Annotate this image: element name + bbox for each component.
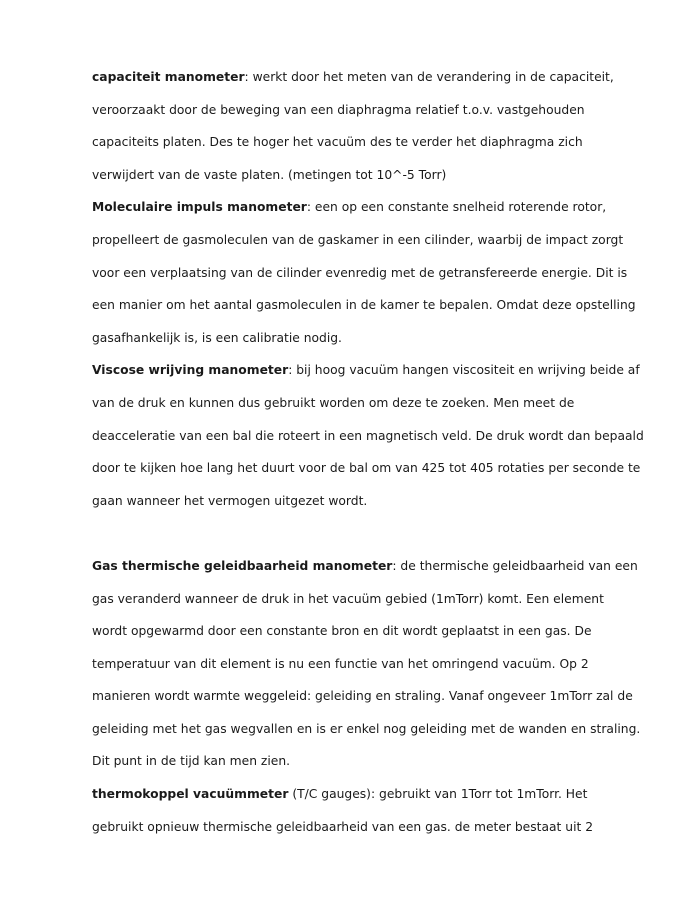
text-line: propelleert de gasmoleculen van de gaskamer in een cilinder, waarbij de impact zorgt — [92, 232, 624, 247]
blank-line — [92, 517, 612, 550]
line-text: : een op een constante snelheid roterende rotor, — [306, 200, 607, 215]
text-line: veroorzaakt door de beweging van een diaphragma relatief t.o.v. vastgehouden — [92, 102, 585, 117]
line-text: (T/C gauges): gebruikt van 1Torr tot 1mTorr. Het — [288, 787, 588, 802]
paragraph-capaciteit-manometer — [92, 61, 612, 191]
text-line — [92, 778, 612, 811]
term-heading: Moleculaire impuls manometer — [92, 200, 307, 215]
text-line: gas veranderd wanneer de druk in het vacuüm gebied (1mTorr) komt. Een element — [92, 591, 604, 606]
text-line: wordt opgewarmd door een constante bron en dit wordt geplaatst in een gas. De — [92, 624, 592, 639]
text-line: van de druk en kunnen dus gebruikt worden om deze te zoeken. Men meet de — [92, 395, 575, 410]
text-line: temperatuur van dit element is nu een functie van het omringend vacuüm. Op 2 — [92, 656, 589, 671]
text-line: Dit punt in de tijd kan men zien. — [92, 754, 291, 769]
text-line: geleiding met het gas wegvallen en is er enkel nog geleiding met de wanden en straling. — [92, 721, 641, 736]
document-page — [92, 61, 644, 843]
text-line: deacceleratie van een bal die roteert in een magnetisch veld. De druk wordt dan bepaald — [92, 428, 644, 443]
text-line: verwijdert van de vaste platen. (metingen tot 10^-5 Torr) — [92, 167, 447, 182]
text-line: capaciteits platen. Des te hoger het vacuüm des te verder het diaphragma zich — [92, 135, 583, 150]
text-line: gasafhankelijk is, is een calibratie nodig. — [92, 330, 342, 345]
text-line — [92, 354, 640, 387]
term-heading: capaciteit manometer — [92, 70, 245, 84]
text-line: gaan wanneer het vermogen uitgezet wordt. — [92, 493, 368, 508]
paragraph-viscose-wrijving-manometer — [92, 354, 644, 517]
term-heading: Gas thermische geleidbaarheid manometer — [92, 558, 393, 573]
line-text: : bij hoog vacuüm hangen viscositeit en wrijving beide af — [288, 363, 640, 378]
paragraph-moleculaire-impuls-manometer — [92, 191, 636, 354]
text-line — [92, 61, 612, 94]
text-line — [92, 550, 638, 583]
text-line: een manier om het aantal gasmoleculen in de kamer te bepalen. Omdat deze opstelling — [92, 298, 636, 313]
term-heading: thermokoppel vacuümmeter — [92, 787, 289, 802]
line-text: : werkt door het meten van de verandering in de capaciteit, — [244, 70, 614, 84]
text-line: door te kijken hoe lang het duurt voor de bal om van 425 tot 405 rotaties per seconde te — [92, 461, 641, 476]
term-heading: Viscose wrijving manometer — [92, 363, 289, 378]
text-line: voor een verplaatsing van de cilinder evenredig met de getransfereerde energie. Dit is — [92, 265, 628, 280]
paragraph-thermokoppel-vacuummeter — [92, 778, 612, 843]
text-line — [92, 191, 612, 224]
text-line: gebruikt opnieuw thermische geleidbaarheid van een gas. de meter bestaat uit 2 — [92, 819, 594, 834]
text-line: manieren wordt warmte weggeleid: geleiding en straling. Vanaf ongeveer 1mTorr zal de — [92, 689, 633, 704]
line-text: : de thermische geleidbaarheid van een — [392, 558, 638, 573]
paragraph-gas-thermische-geleidbaarheid — [92, 550, 641, 778]
